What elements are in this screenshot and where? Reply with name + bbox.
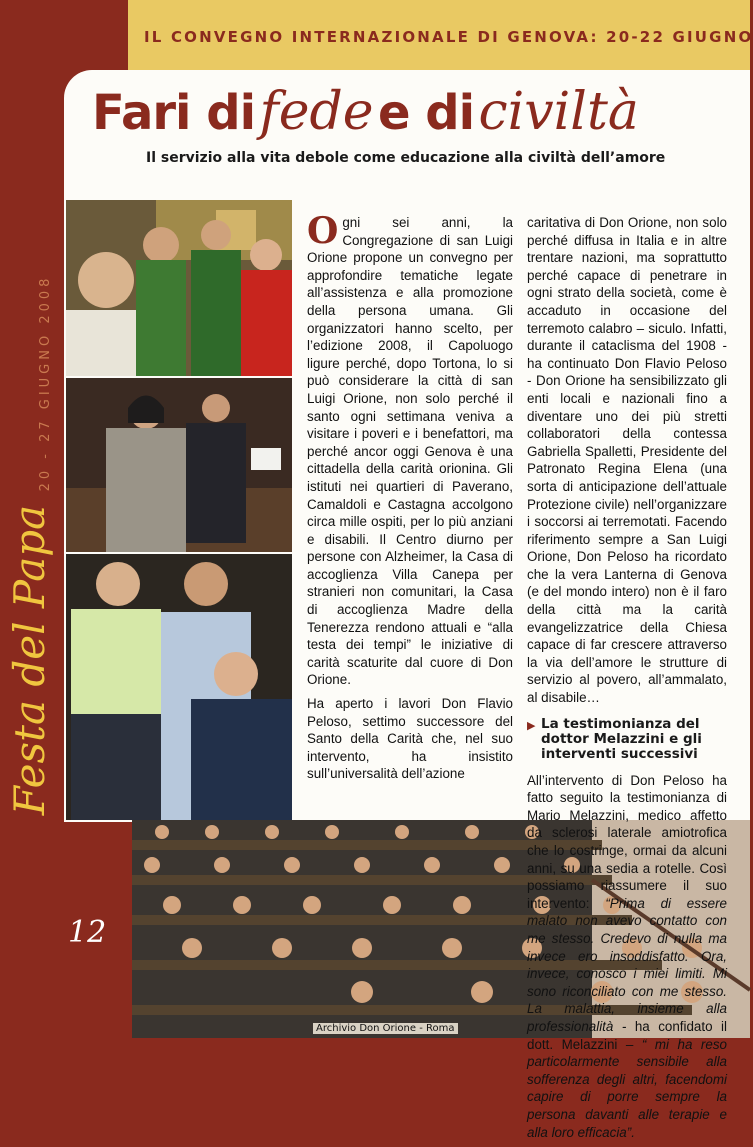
title-part1: Fari di xyxy=(92,85,256,141)
dropcap: O xyxy=(307,210,339,252)
page-subtitle: Il servizio alla vita debole come educazione alla civiltà dell’amore xyxy=(146,150,666,166)
photo-speakers-table xyxy=(66,378,292,552)
vertical-date xyxy=(34,258,64,508)
photo-clergy xyxy=(66,200,292,376)
page-title xyxy=(92,82,639,142)
section-script-text: Festa del Papa xyxy=(5,504,54,816)
title-part3: e di xyxy=(378,85,475,141)
title-part4: civiltà xyxy=(478,82,639,142)
article-paragraph-1: Ogni sei anni, la Congregazione di san Luigi Orione propone un convegno per approfondire tematiche legate all’assistenza e alla promozione della persona umana. Gli organizzatori hanno scelto, per l’edizione 2008, il Capoluogo ligure perché, dopo Tortona, lo si può considerare la città di san Luigi Orione, non solo perché il santo ogni settimana veniva a visitare i poveri e i benefattori, ma perché ancor oggi Genova è una cittadella della carità orionina. Gli istituti nei quartieri di Paverano, Camaldoli e Castagna accolgono circa mille ospiti, per lo più anziani e disabili. Il Centro diurno per persone con Alzheimer, la Casa di accoglienza Villa Canepa per stranieri non comunitari, la Casa di accoglienza Madre della Tenerezza rendono attuali e “alla testa dei tempi” le iniziative di carità scaturite dal cuore di Don Orione. xyxy=(307,210,513,688)
page-number: 12 xyxy=(68,915,107,950)
triangle-bullet-icon: ▶ xyxy=(527,718,536,732)
archive-credit: Archivio Don Orione - Roma xyxy=(313,1023,458,1034)
vertical-section-title xyxy=(5,480,74,840)
article-paragraph-2: Ha aperto i lavori Don Flavio Peloso, settimo successore del Santo della Carità che, nel suo intervento, ha insistito sull’universalità dell’azione xyxy=(307,696,513,782)
title-part2: fede xyxy=(259,82,374,142)
article-paragraph-3: All’intervento di Don Peloso ha fatto seguito la testimonianza di Mario Melazzini, medico affetto da sclerosi laterale amiotrofica che lo costringe, ormai da alcuni anni, su una sedia a rotelle. Così possiamo riassumere il suo intervento: “Prima di essere malato non avevo contatto con me stesso. Credevo di nulla ma invece ero insoddisfatto. Ora, invece, conosco i miei limiti. Mi sono riconciliato con me stesso. La malattia, insieme alla professionalità - ha confidato il dott. Melazzini – “ mi ha reso particolarmente sensibile alla sofferenza degli altri, facendomi capire di porre sempre la persona davanti alle terapie e alla loro efficacia”. xyxy=(527,772,727,1140)
article-paragraph-2-continued: caritativa di Don Orione, non solo perché diffusa in Italia e in altre trentare nazioni, ma soprattutto perché capace di penetrare in ogni strato della società, come è accaduto in occasione del terremoto calabro – siculo. Infatti, durante il cataclisma del 1908 - ha continuato Don Flavio Peloso - Don Orione ha sensibilizzato gli enti locali e nazionali fino a diventare uno dei più stretti collaboratori della contessa Gabriella Spalletti, Presidente del Patronato Regina Elena (una sorta di anticipazione dell’attuale Protezione civile) nell’organizzare i soccorsi ai terremotati. Facendo riferimento sempre a San Luigi Orione, Don Peloso ha ricordato che la vera Lanterna di Genova (e del mondo intero) non è il faro della città ma la carità evangelizzatrice della Chiesa capace di far crescere attraverso la via dell’amore le strutture di servizio al povero, all’ammalato, al disabile… xyxy=(527,215,727,706)
photo-three-men xyxy=(66,554,292,820)
header-band xyxy=(128,0,753,76)
header-kicker: IL CONVEGNO INTERNAZIONALE DI GENOVA: 20-22 GIUGNO xyxy=(144,28,753,46)
vertical-date-text: 20 - 27 GIUGNO 2008 xyxy=(38,274,53,492)
section-subhead: ▶ La testimonianza del dottor Melazzini e gli interventi successivi xyxy=(527,715,702,762)
article-column-2 xyxy=(527,214,727,1147)
article-column-1 xyxy=(307,210,513,789)
